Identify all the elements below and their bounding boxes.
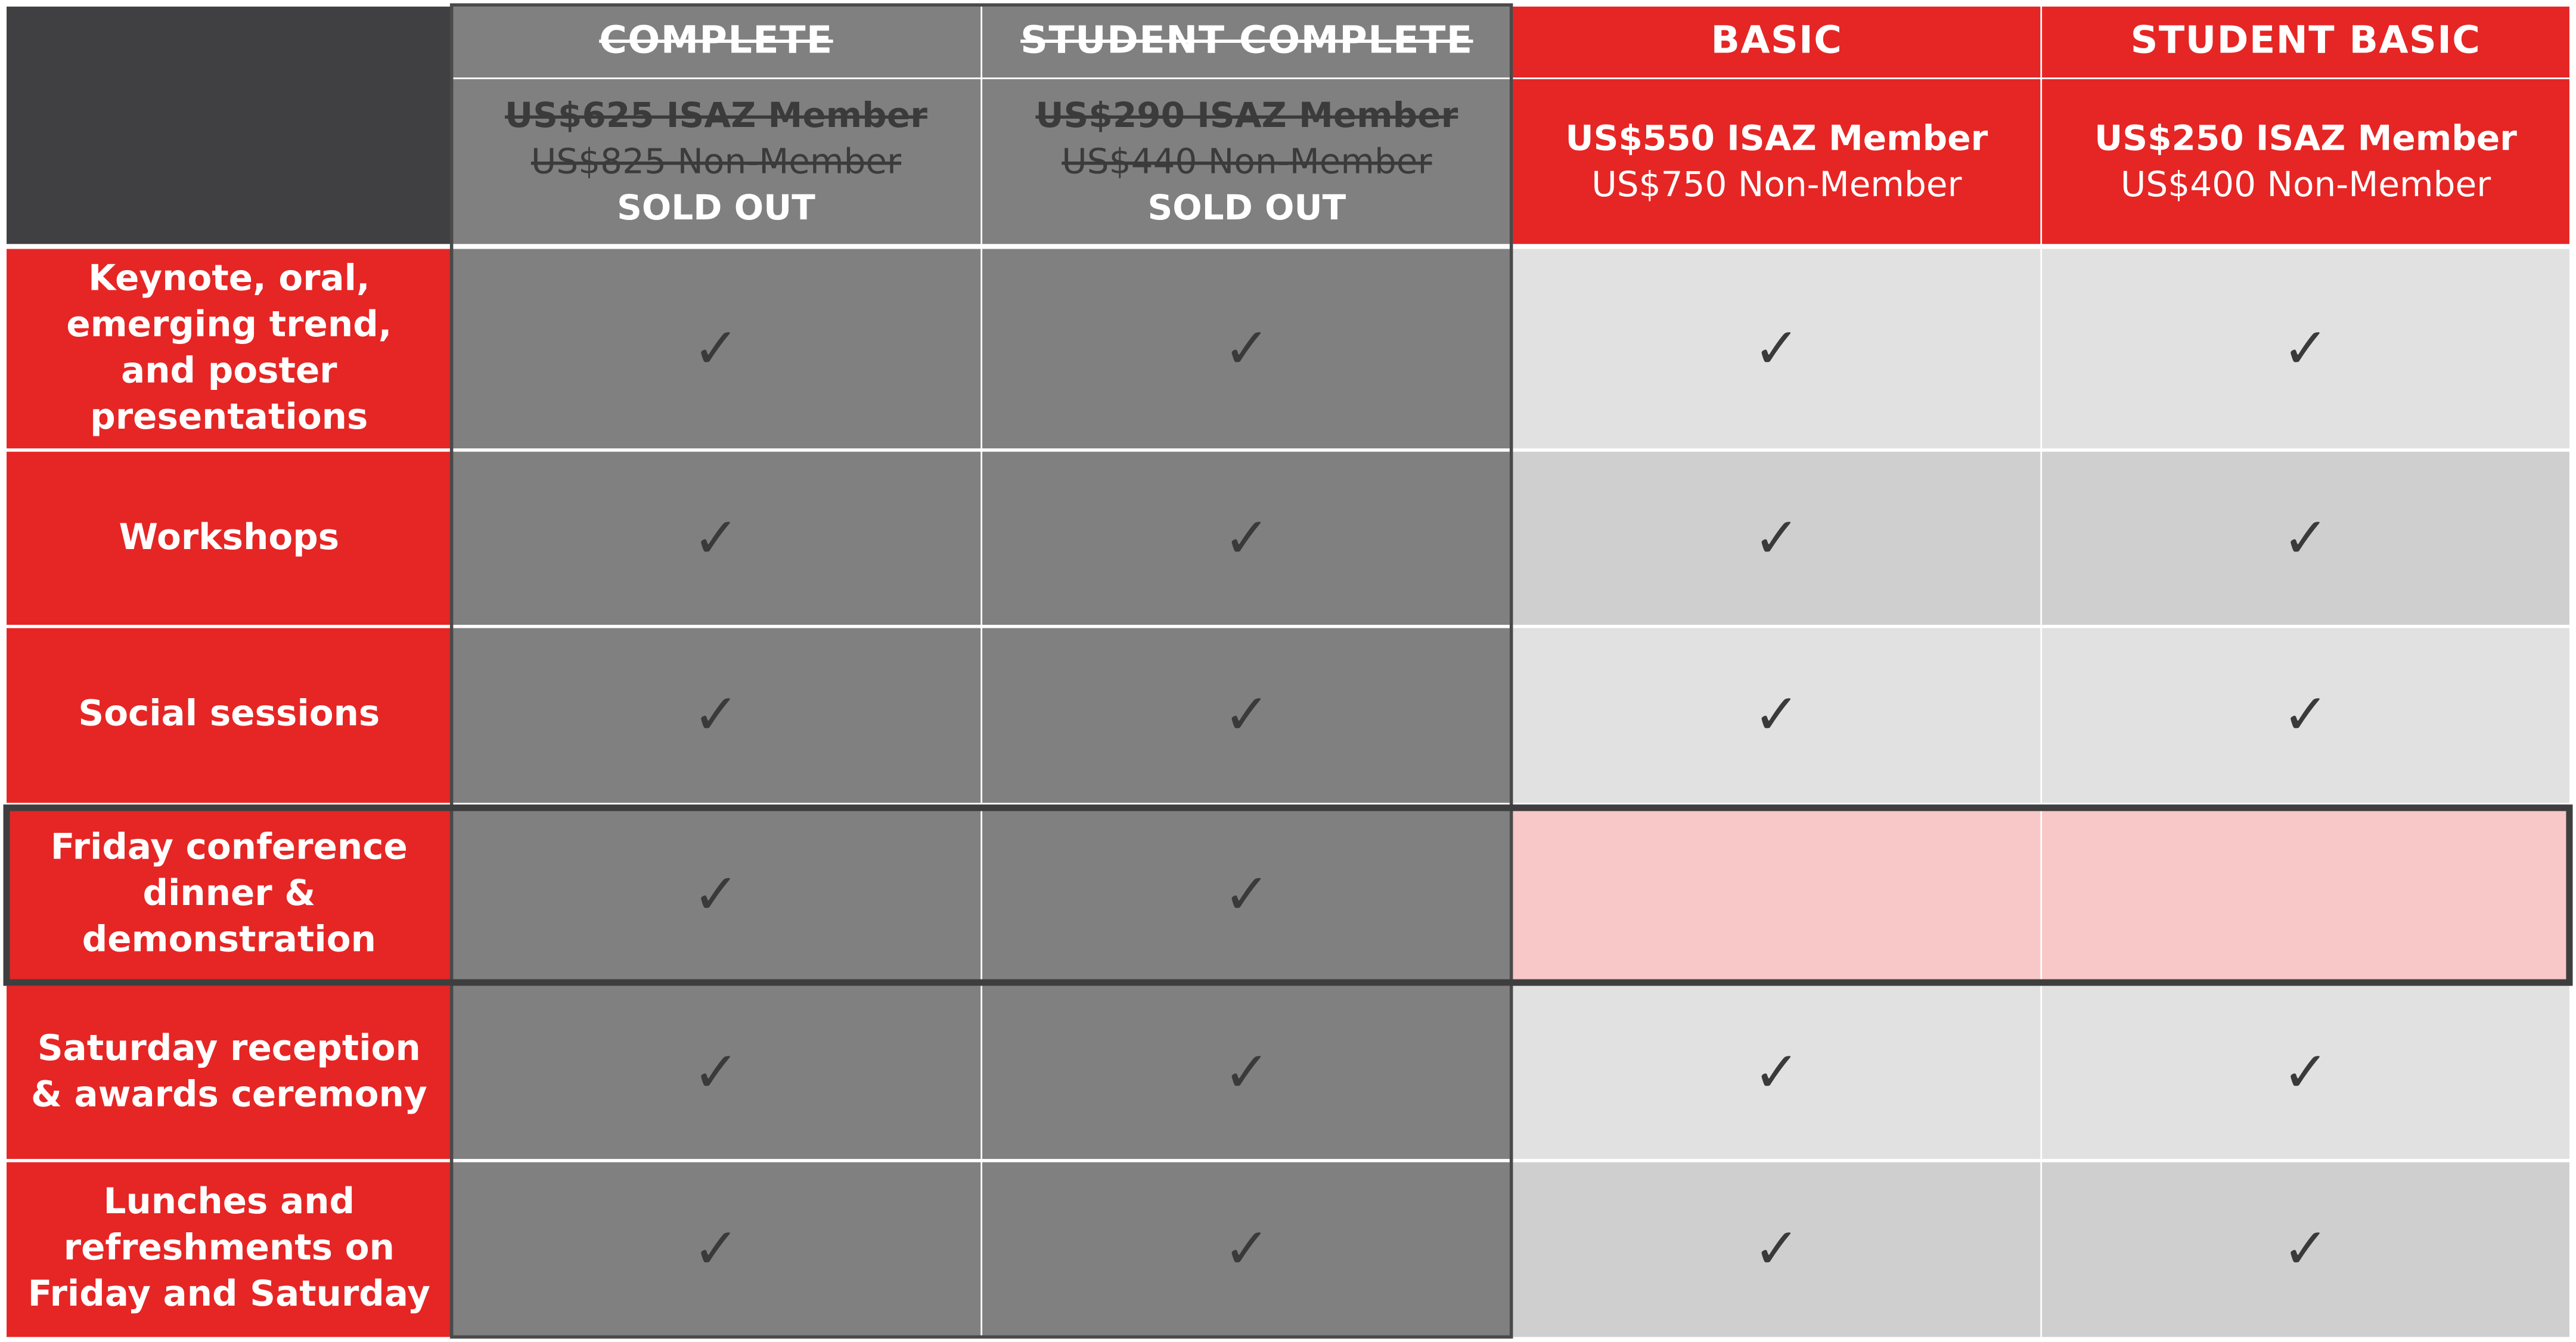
- table-cell: [1513, 1162, 2040, 1337]
- checkmark-icon: ✓: [1223, 862, 1271, 928]
- row-label-text: Workshops: [119, 516, 340, 559]
- table-cell: [2042, 452, 2569, 625]
- row-label-text: Keynote, oral, emerging trend, and poster presentations: [66, 258, 392, 438]
- column-title-text: BASIC: [1711, 20, 1843, 63]
- row-label-workshops: [7, 452, 452, 625]
- member-price: US$250 ISAZ Member: [2094, 119, 2517, 159]
- checkmark-icon: ✓: [693, 1039, 740, 1106]
- table-cell: [1513, 249, 2040, 449]
- checkmark-icon: ✓: [693, 682, 740, 749]
- checkmark-icon: ✓: [1223, 505, 1271, 572]
- nonmember-price: US$440 Non-Member: [1062, 141, 1432, 182]
- checkmark-icon: ✓: [1753, 1216, 1801, 1283]
- checkmark-icon: ✓: [2282, 1039, 2329, 1106]
- member-price: US$625 ISAZ Member: [505, 95, 927, 135]
- member-price: US$290 ISAZ Member: [1035, 95, 1458, 135]
- row-label-text: Social sessions: [78, 694, 380, 736]
- checkmark-icon: ✓: [1753, 505, 1801, 572]
- table-cell: [1513, 452, 2040, 625]
- table-cell: [2042, 986, 2569, 1159]
- checkmark-icon: ✓: [1223, 1039, 1271, 1106]
- highlighted-row-frame: [4, 804, 2573, 985]
- table-cell: [2042, 1162, 2569, 1337]
- checkmark-icon: ✓: [1753, 315, 1801, 382]
- checkmark-icon: ✓: [2282, 682, 2329, 749]
- column-title-text: STUDENT COMPLETE: [1020, 20, 1473, 63]
- table-cell: [2042, 628, 2569, 803]
- checkmark-icon: ✓: [693, 315, 740, 382]
- checkmark-icon: ✓: [1223, 682, 1271, 749]
- checkmark-icon: ✓: [693, 505, 740, 572]
- checkmark-icon: ✓: [2282, 505, 2329, 572]
- column-title-text: COMPLETE: [599, 20, 833, 63]
- checkmark-icon: ✓: [1223, 1216, 1271, 1283]
- column-title-student-basic: [2042, 7, 2569, 78]
- column-price-student-basic: [2042, 79, 2569, 244]
- nonmember-price: US$750 Non-Member: [1591, 165, 1962, 204]
- row-label-text: Lunches and refreshments on Friday and Saturday: [27, 1182, 430, 1316]
- checkmark-icon: ✓: [693, 1216, 740, 1283]
- member-price: US$550 ISAZ Member: [1565, 119, 1988, 159]
- row-label-text: Friday conference dinner & demonstration: [50, 827, 408, 962]
- row-label-lunches: [7, 1162, 452, 1337]
- checkmark-icon: ✓: [1753, 682, 1801, 749]
- table-cell: [1513, 628, 2040, 803]
- checkmark-icon: ✓: [2282, 1216, 2329, 1283]
- sold-out-badge: SOLD OUT: [617, 188, 815, 228]
- table-corner: [7, 7, 452, 244]
- row-label-text: Saturday reception & awards ceremony: [30, 1028, 427, 1115]
- checkmark-icon: ✓: [1223, 315, 1271, 382]
- sold-out-columns-frame: [450, 4, 1513, 1339]
- checkmark-icon: ✓: [1753, 1039, 1801, 1106]
- nonmember-price: US$825 Non-Member: [530, 141, 902, 182]
- sold-out-badge: SOLD OUT: [1147, 188, 1346, 228]
- column-title-basic: [1513, 7, 2040, 78]
- row-label-saturday-reception: [7, 986, 452, 1159]
- column-title-text: STUDENT BASIC: [2130, 20, 2481, 63]
- table-cell: [2042, 249, 2569, 449]
- column-price-basic: [1513, 79, 2040, 244]
- row-label-social-sessions: [7, 628, 452, 803]
- checkmark-icon: ✓: [693, 862, 740, 928]
- checkmark-icon: ✓: [2282, 315, 2329, 382]
- table-cell: [1513, 986, 2040, 1159]
- row-label-presentations: [7, 249, 452, 449]
- nonmember-price: US$400 Non-Member: [2120, 165, 2491, 204]
